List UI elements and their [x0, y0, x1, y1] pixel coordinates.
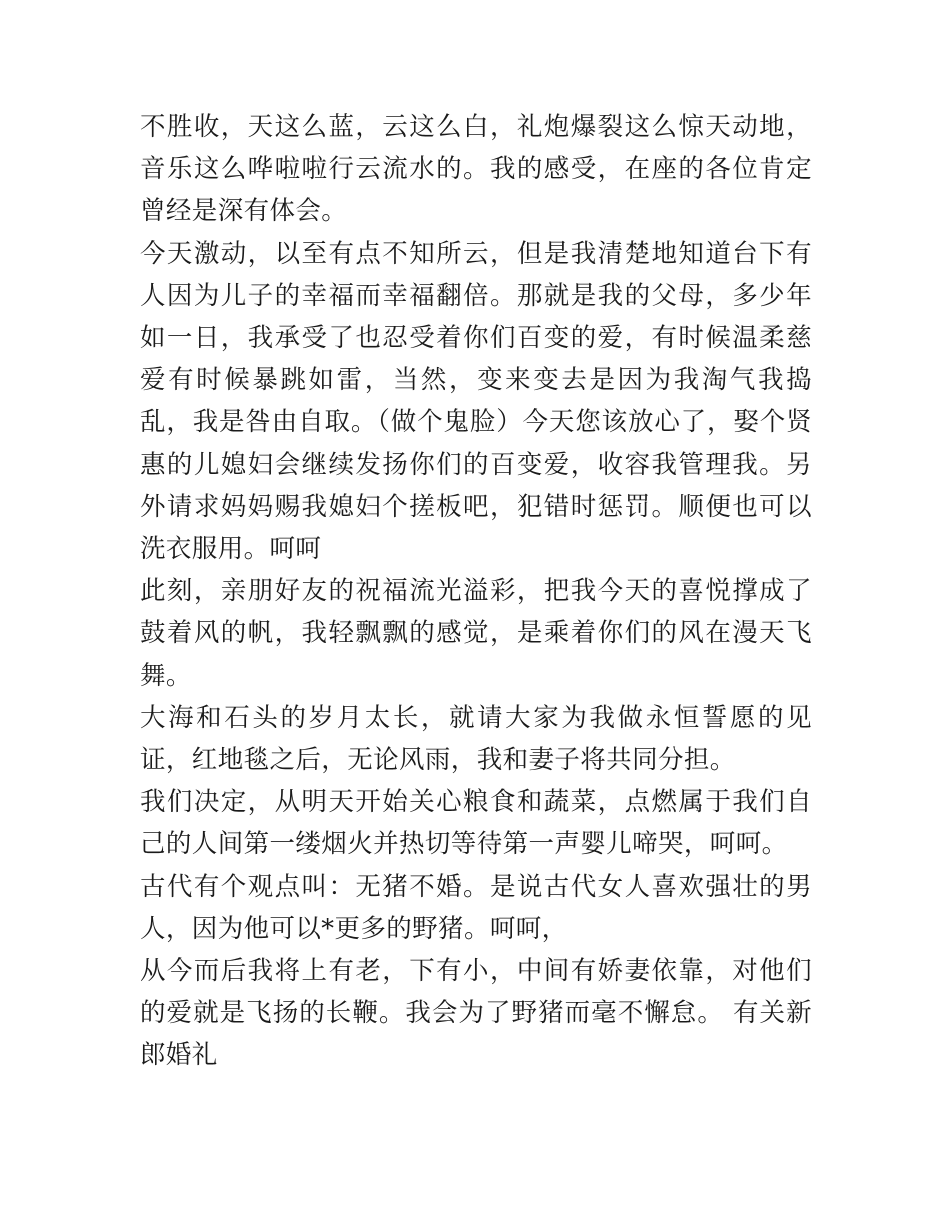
paragraph-5: 我们决定，从明天开始关心粮食和蔬菜，点燃属于我们自己的人间第一缕烟火并热切等待第一声婴儿啼哭，呵呵。 [140, 787, 812, 860]
paragraph-3: 此刻，亲朋好友的祝福流光溢彩，把我今天的喜悦撑成了鼓着风的帆，我轻飘飘的感觉，是乘着你们的风在漫天飞舞。 [140, 576, 812, 691]
paragraph-7: 从今而后我将上有老，下有小，中间有娇妻依靠，对他们的爱就是飞扬的长鞭。我会为了野猪而毫不懈怠。 有关新郎婚礼 [140, 956, 812, 1071]
paragraph-6: 古代有个观点叫：无猪不婚。是说古代女人喜欢强壮的男人，因为他可以*更多的野猪。呵呵， [140, 871, 812, 944]
paragraph-4: 大海和石头的岁月太长，就请大家为我做永恒誓愿的见证，红地毯之后，无论风雨，我和妻子将共同分担。 [140, 702, 812, 776]
document-body [140, 106, 812, 1077]
paragraph-2: 今天激动，以至有点不知所云，但是我清楚地知道台下有人因为儿子的幸福而幸福翻倍。那就是我的父母，多少年如一日，我承受了也忍受着你们百变的爱，有时候温柔慈爱有时候暴跳如雷，当然，变来变去是因为我淘气我捣乱，我是咎由自取。（做个鬼脸）今天您该放心了，娶个贤惠的儿媳妇会继续发扬你们的百变爱，收容我管理我。另外请求妈妈赐我媳妇个搓板吧，犯错时惩罚。顺便也可以洗衣服用。呵呵 [140, 238, 812, 565]
paragraph-1: 不胜收，天这么蓝，云这么白，礼炮爆裂这么惊天动地，音乐这么哗啦啦行云流水的。我的感受，在座的各位肯定曾经是深有体会。 [140, 112, 812, 227]
